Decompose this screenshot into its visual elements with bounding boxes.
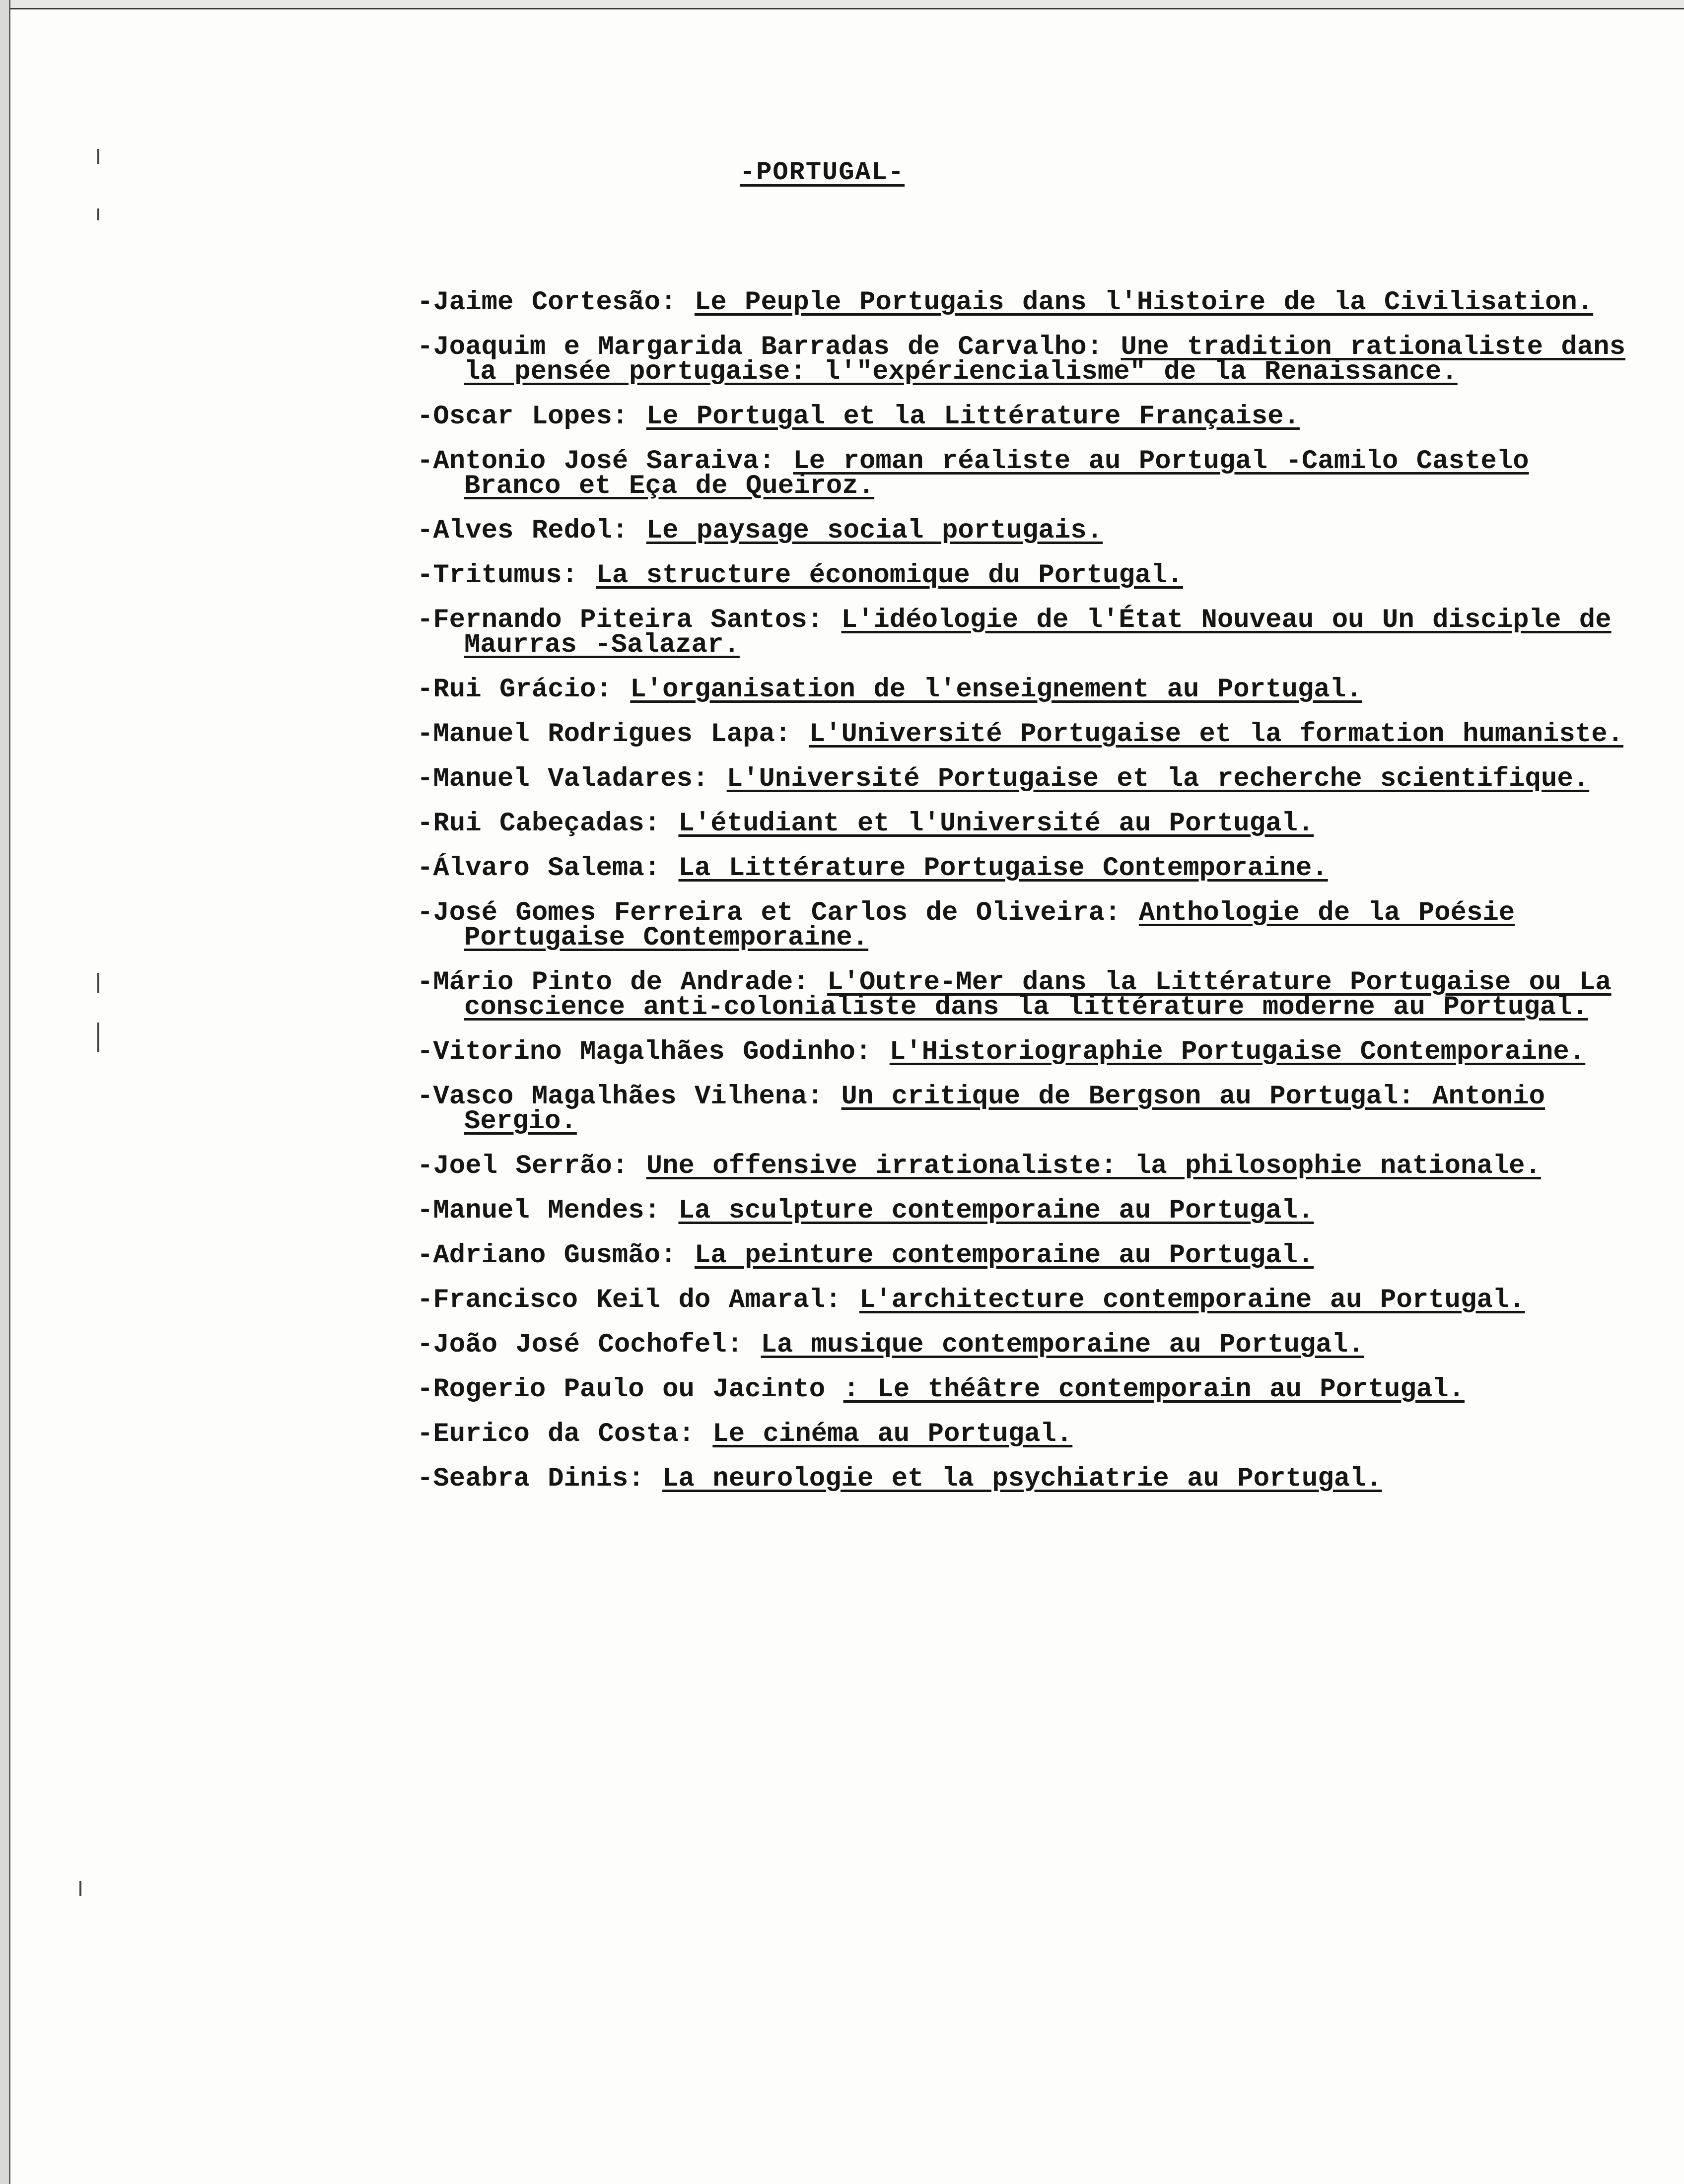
entry-author: -Álvaro Salema: <box>417 853 661 884</box>
entry-author: -Rui Cabeçadas: <box>417 809 661 839</box>
entry-author: -Manuel Valadares: <box>417 764 709 794</box>
list-item <box>417 1196 1638 1226</box>
entry-author: -Antonio José Saraiva: <box>417 446 775 477</box>
entry-author: -Fernando Piteira Santos: <box>417 605 824 635</box>
list-item <box>417 1464 1638 1494</box>
list-item <box>417 1285 1638 1315</box>
entry-author: -Alves Redol: <box>417 516 629 546</box>
entry-title: L'étudiant et l'Université au Portugal. <box>678 809 1314 839</box>
margin-mark <box>79 1881 81 1896</box>
scan-top-edge <box>0 0 1684 9</box>
entry-title: La structure économique du Portugal. <box>596 560 1184 591</box>
list-item <box>417 446 1638 501</box>
entry-author: -Rogerio Paulo ou Jacinto <box>417 1374 826 1405</box>
entry-author: -Seabra Dinis: <box>417 1464 644 1494</box>
entry-title: L'idéologie de l'État Nouveau ou Un disciple de Maurras -Salazar. <box>464 605 1612 660</box>
margin-mark <box>97 973 99 993</box>
entry-title: La Littérature Portugaise Contemporaine. <box>678 853 1328 884</box>
entry-author: -Adriano Gusmão: <box>417 1240 677 1271</box>
list-item <box>417 516 1638 546</box>
entry-author: -Tritumus: <box>417 560 578 591</box>
list-item <box>417 402 1638 432</box>
list-item <box>417 1082 1638 1137</box>
list-item <box>417 675 1638 705</box>
entry-title: La sculpture contemporaine au Portugal. <box>678 1196 1314 1226</box>
list-item <box>417 898 1638 953</box>
entry-title: Anthologie de la Poésie Portugaise Contemporaine. <box>464 898 1515 953</box>
entry-author: -Joaquim e Margarida Barradas de Carvalho: <box>417 332 1103 362</box>
entry-title: La peinture contemporaine au Portugal. <box>694 1240 1314 1271</box>
list-item <box>417 332 1638 387</box>
entry-title: Le cinéma au Portugal. <box>712 1419 1073 1449</box>
scan-left-edge <box>0 0 10 2184</box>
entry-title: L'Université Portugaise et la recherche scientifique. <box>726 764 1590 794</box>
entry-author: -Vasco Magalhães Vilhena: <box>417 1082 824 1112</box>
entry-title: Le paysage social portugais. <box>646 516 1103 546</box>
entry-author: -Vitorino Magalhães Godinho: <box>417 1037 872 1067</box>
list-item <box>417 1374 1638 1405</box>
entry-author: -Manuel Rodrigues Lapa: <box>417 719 791 750</box>
bibliography-list <box>417 287 1638 1511</box>
entry-title: L'Outre-Mer dans la Littérature Portugaise ou La conscience anti-colonialiste dans la littérature moderne au Portugal. <box>464 967 1612 1023</box>
list-item <box>417 1037 1638 1067</box>
list-item <box>417 853 1638 884</box>
entry-author: -Manuel Mendes: <box>417 1196 661 1226</box>
entry-title: L'architecture contemporaine au Portugal. <box>859 1285 1525 1315</box>
entry-title: Le roman réaliste au Portugal -Camilo Castelo Branco et Eça de Queiroz. <box>464 446 1529 501</box>
list-item <box>417 764 1638 794</box>
entry-title: Une offensive irrationaliste: la philosophie nationale. <box>646 1151 1541 1181</box>
page-title: -PORTUGAL- <box>740 158 905 187</box>
entry-title: L'organisation de l'enseignement au Portugal. <box>630 675 1362 705</box>
list-item <box>417 560 1638 591</box>
entry-title: La musique contemporaine au Portugal. <box>761 1330 1364 1360</box>
list-item <box>417 1419 1638 1449</box>
list-item <box>417 809 1638 839</box>
entry-author: -Francisco Keil do Amaral: <box>417 1285 842 1315</box>
entry-author: -João José Cochofel: <box>417 1330 743 1360</box>
entry-author: -Eurico da Costa: <box>417 1419 695 1449</box>
entry-title: Le Peuple Portugais dans l'Histoire de la Civilisation. <box>694 287 1594 318</box>
entry-title: L'Université Portugaise et la formation humaniste. <box>809 719 1623 750</box>
entry-title: : Le théâtre contemporain au Portugal. <box>843 1374 1465 1405</box>
list-item <box>417 1151 1638 1181</box>
entry-author: -José Gomes Ferreira et Carlos de Oliveira: <box>417 898 1121 928</box>
entry-title: Un critique de Bergson au Portugal: Antonio Sergio. <box>464 1082 1545 1137</box>
entry-author: -Joel Serrão: <box>417 1151 629 1181</box>
list-item <box>417 1240 1638 1271</box>
list-item <box>417 287 1638 318</box>
entry-author: -Jaime Cortesão: <box>417 287 677 318</box>
entry-author: -Mário Pinto de Andrade: <box>417 967 809 998</box>
entry-title: Une tradition rationaliste dans la pensée portugaise: l'"expériencialisme" de la Renaissance. <box>464 332 1626 387</box>
margin-mark <box>97 149 99 164</box>
margin-mark <box>97 208 99 220</box>
list-item <box>417 967 1638 1023</box>
list-item <box>417 1330 1638 1360</box>
entry-title: L'Historiographie Portugaise Contemporaine. <box>889 1037 1586 1067</box>
entry-author: -Rui Grácio: <box>417 675 612 705</box>
entry-author: -Oscar Lopes: <box>417 402 629 432</box>
list-item <box>417 719 1638 750</box>
entry-title: Le Portugal et la Littérature Française. <box>646 402 1300 432</box>
list-item <box>417 605 1638 660</box>
margin-mark <box>97 1023 99 1052</box>
entry-title: La neurologie et la psychiatrie au Portugal. <box>662 1464 1382 1494</box>
